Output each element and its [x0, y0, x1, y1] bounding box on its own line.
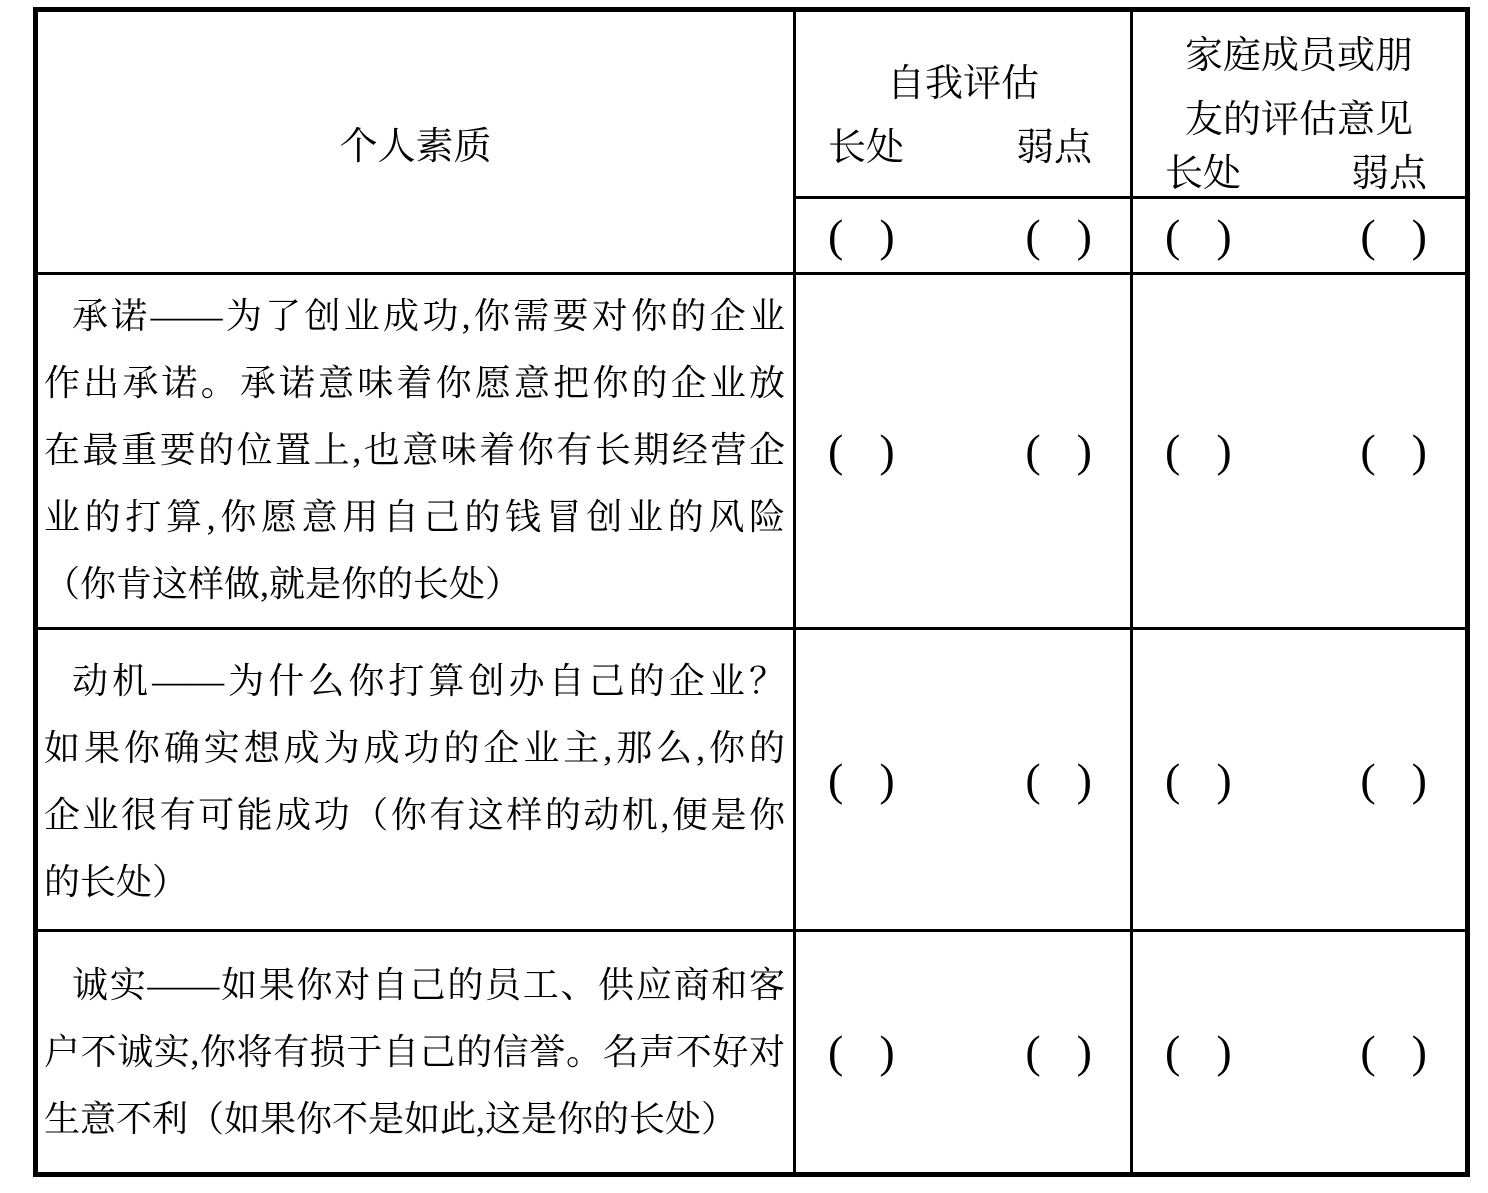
family-assessment-title-line1: 家庭成员或朋	[1184, 35, 1413, 77]
self-strength-blank: ( )	[828, 753, 895, 805]
text-line: 如果你确实想成为成功的企业主,那么,你的	[44, 728, 785, 768]
self-weakness-label: 弱点	[1015, 127, 1092, 169]
family-rating-cell-commitment	[1133, 275, 1465, 627]
self-assessment-header-paren-row	[796, 199, 1130, 272]
family-assessment-header-paren-row	[1133, 199, 1465, 272]
family-rating-cell-honesty	[1133, 932, 1465, 1172]
self-strength-label: 长处	[828, 127, 905, 169]
family-weakness-label: 弱点	[1350, 153, 1427, 195]
text-line: 生意不利（如果你不是如此,这是你的长处）	[44, 1099, 738, 1139]
self-weakness-blank: ( )	[1025, 1026, 1092, 1077]
personal-qualities-assessment-table	[33, 7, 1470, 1177]
self-weakness-blank: ( )	[1025, 425, 1092, 476]
family-strength-blank: ( )	[1165, 753, 1232, 805]
self-weakness-blank: ( )	[1025, 753, 1092, 805]
quality-text-commitment	[38, 275, 793, 627]
family-weakness-blank: ( )	[1360, 425, 1427, 476]
quality-text-motivation	[38, 630, 793, 929]
text-line: 诚实——如果你对自己的员工、供应商和客	[72, 965, 785, 1005]
header-cell-self-assessment	[796, 12, 1130, 272]
text-line: 在最重要的位置上,也意味着你有长期经营企	[44, 430, 785, 470]
family-strength-blank: ( )	[1165, 1026, 1232, 1077]
personal-quality-label: 个人素质	[339, 125, 492, 168]
text-line: （你肯这样做,就是你的长处）	[44, 564, 522, 604]
self-rating-cell-honesty	[796, 932, 1130, 1172]
self-strength-blank: ( )	[828, 1026, 895, 1077]
family-assessment-header	[1133, 12, 1465, 196]
text-line: 作出承诺。承诺意味着你愿意把你的企业放	[44, 363, 785, 403]
self-assessment-header	[796, 12, 1130, 196]
family-weakness-blank: ( )	[1360, 753, 1427, 805]
text-line: 承诺——为了创业成功,你需要对你的企业	[72, 296, 785, 336]
self-strength-blank: ( )	[828, 425, 895, 476]
quality-text-honesty	[38, 932, 793, 1172]
self-assessment-title: 自我评估	[886, 63, 1039, 105]
header-cell-family-assessment	[1133, 12, 1465, 272]
family-assessment-title-line2: 友的评估意见	[1184, 99, 1413, 141]
self-rating-cell-commitment	[796, 275, 1130, 627]
family-assessment-sublabels	[1133, 152, 1465, 196]
family-strength-label: 长处	[1165, 153, 1242, 195]
text-line: 企业很有可能成功（你有这样的动机,便是你	[44, 795, 785, 835]
family-rating-cell-motivation	[1133, 630, 1465, 929]
self-rating-cell-motivation	[796, 630, 1130, 929]
family-weakness-blank: ( )	[1360, 1026, 1427, 1077]
family-strength-blank: ( )	[1165, 425, 1232, 476]
self-assessment-sublabels	[796, 126, 1130, 170]
family-weakness-blank: ( )	[1360, 209, 1427, 261]
header-cell-personal-quality	[38, 12, 793, 272]
self-strength-blank: ( )	[828, 209, 895, 261]
family-strength-blank: ( )	[1165, 209, 1232, 261]
text-line: 业的打算,你愿意用自己的钱冒创业的风险	[44, 497, 785, 537]
text-line: 动机——为什么你打算创办自己的企业？	[72, 661, 785, 701]
self-weakness-blank: ( )	[1025, 209, 1092, 261]
text-line: 户不诚实,你将有损于自己的信誉。名声不好对	[44, 1032, 785, 1072]
text-line: 的长处）	[44, 862, 189, 902]
